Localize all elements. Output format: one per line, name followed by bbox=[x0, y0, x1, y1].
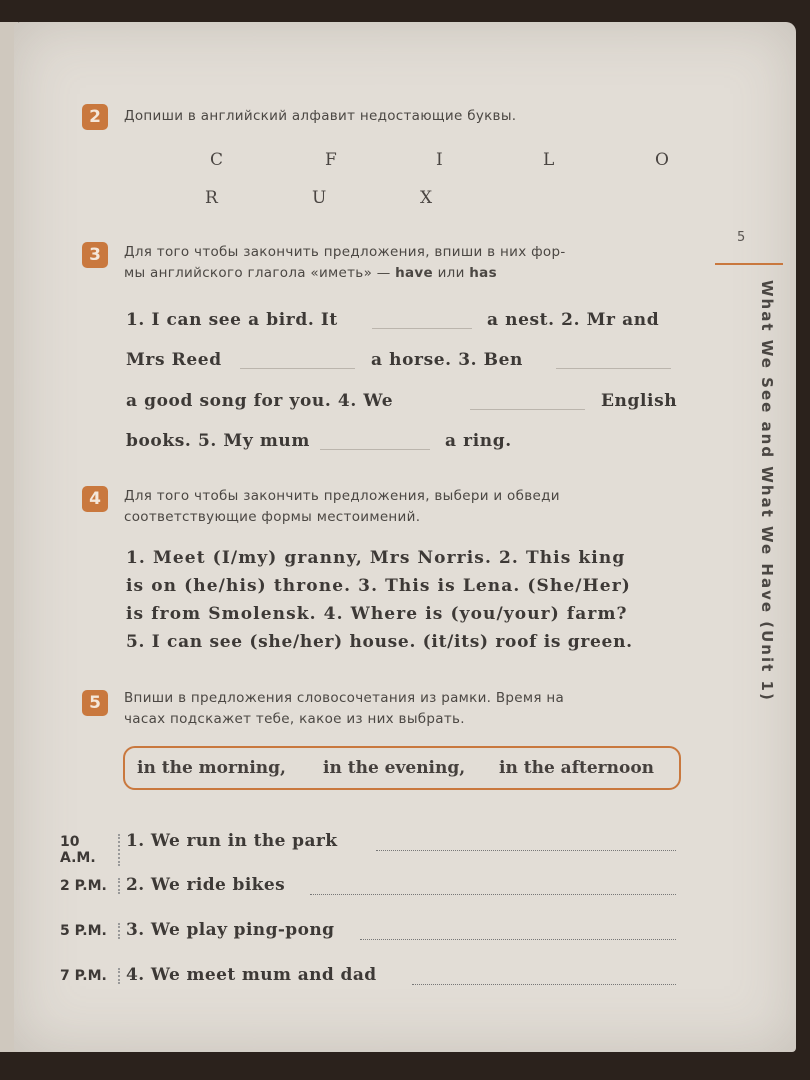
phrase-morning: in the morning, bbox=[137, 758, 286, 778]
alphabet-letter: U bbox=[312, 188, 327, 208]
alphabet-letter: L bbox=[543, 150, 555, 170]
sentence-line: is on (he/his) throne. 3. This is Lena. (She/Her) bbox=[126, 576, 631, 596]
instruction-text: мы английского глагола «иметь» — bbox=[124, 265, 396, 281]
exercise-3-instruction-line-2 bbox=[124, 263, 566, 284]
exercise-4-badge: 4 bbox=[82, 486, 108, 512]
exercise-3-instruction-line-1: Для того чтобы закончить предложения, впиши в них фор- bbox=[124, 244, 566, 260]
workbook-page bbox=[14, 22, 796, 1052]
answer-blank[interactable] bbox=[556, 368, 671, 369]
clock-time: 5 P.M. bbox=[60, 923, 120, 939]
alphabet-letter: O bbox=[655, 150, 669, 170]
sentence-line: a horse. 3. Ben bbox=[371, 350, 524, 370]
sentence-line: 5. I can see (she/her) house. (it/its) roof is green. bbox=[126, 632, 633, 652]
exercise-4-instruction-line-1: Для того чтобы закончить предложения, выбери и обведи bbox=[124, 488, 560, 504]
task-sentence: 3. We play ping-pong bbox=[126, 920, 335, 940]
answer-blank[interactable] bbox=[412, 984, 676, 985]
task-sentence: 4. We meet mum and dad bbox=[126, 965, 377, 985]
alphabet-letter: C bbox=[210, 150, 224, 170]
sentence-line: books. 5. My mum bbox=[126, 431, 310, 451]
exercise-4-instruction bbox=[124, 486, 560, 528]
sentence-line: a nest. 2. Mr and bbox=[487, 310, 660, 330]
exercise-4-instruction-line-2: соответствующие формы местоимений. bbox=[124, 509, 421, 525]
alphabet-letter: X bbox=[420, 188, 433, 208]
task-sentence: 1. We run in the park bbox=[126, 831, 338, 851]
sentence-line: a ring. bbox=[445, 431, 512, 451]
alphabet-letter: I bbox=[436, 150, 443, 170]
answer-blank[interactable] bbox=[240, 368, 355, 369]
answer-blank[interactable] bbox=[372, 328, 472, 329]
unit-side-title-text: What We See and What We Have (Unit 1) bbox=[758, 280, 776, 702]
sentence-line: English bbox=[601, 391, 678, 411]
exercise-5-instruction bbox=[124, 688, 564, 730]
answer-blank[interactable] bbox=[376, 850, 676, 851]
page-number-rule bbox=[715, 263, 783, 265]
clock-time: 10 A.M. bbox=[60, 834, 120, 866]
answer-blank[interactable] bbox=[360, 939, 676, 940]
answer-blank[interactable] bbox=[310, 894, 676, 895]
exercise-5-instruction-line-2: часах подскажет тебе, какое из них выбрать. bbox=[124, 711, 465, 727]
clock-time: 2 P.M. bbox=[60, 878, 120, 894]
sentence-line: is from Smolensk. 4. Where is (you/your) farm? bbox=[126, 604, 628, 624]
exercise-5-badge: 5 bbox=[82, 690, 108, 716]
clock-time: 7 P.M. bbox=[60, 968, 120, 984]
instruction-text: или bbox=[433, 265, 470, 281]
exercise-5-instruction-line-1: Впиши в предложения словосочетания из рамки. Время на bbox=[124, 690, 565, 706]
sentence-line: Mrs Reed bbox=[126, 350, 222, 370]
unit-side-title bbox=[752, 280, 782, 760]
phrase-afternoon: in the afternoon bbox=[499, 758, 655, 778]
verb-have: have bbox=[395, 265, 433, 281]
exercise-3-badge: 3 bbox=[82, 242, 108, 268]
sentence-line: 1. I can see a bird. It bbox=[126, 310, 338, 330]
alphabet-letter: F bbox=[325, 150, 337, 170]
exercise-2-badge: 2 bbox=[82, 104, 108, 130]
answer-blank[interactable] bbox=[320, 449, 430, 450]
alphabet-letter: R bbox=[205, 188, 218, 208]
phrase-box bbox=[123, 746, 681, 790]
sentence-line: 1. Meet (I/my) granny, Mrs Norris. 2. This king bbox=[126, 548, 626, 568]
exercise-3-instruction bbox=[124, 242, 566, 284]
verb-has: has bbox=[469, 265, 497, 281]
task-sentence: 2. We ride bikes bbox=[126, 875, 286, 895]
exercise-2-instruction: Допиши в английский алфавит недостающие буквы. bbox=[124, 108, 517, 124]
phrase-evening: in the evening, bbox=[323, 758, 466, 778]
sentence-line: a good song for you. 4. We bbox=[126, 391, 394, 411]
answer-blank[interactable] bbox=[470, 409, 585, 410]
page-number: 5 bbox=[737, 230, 746, 245]
